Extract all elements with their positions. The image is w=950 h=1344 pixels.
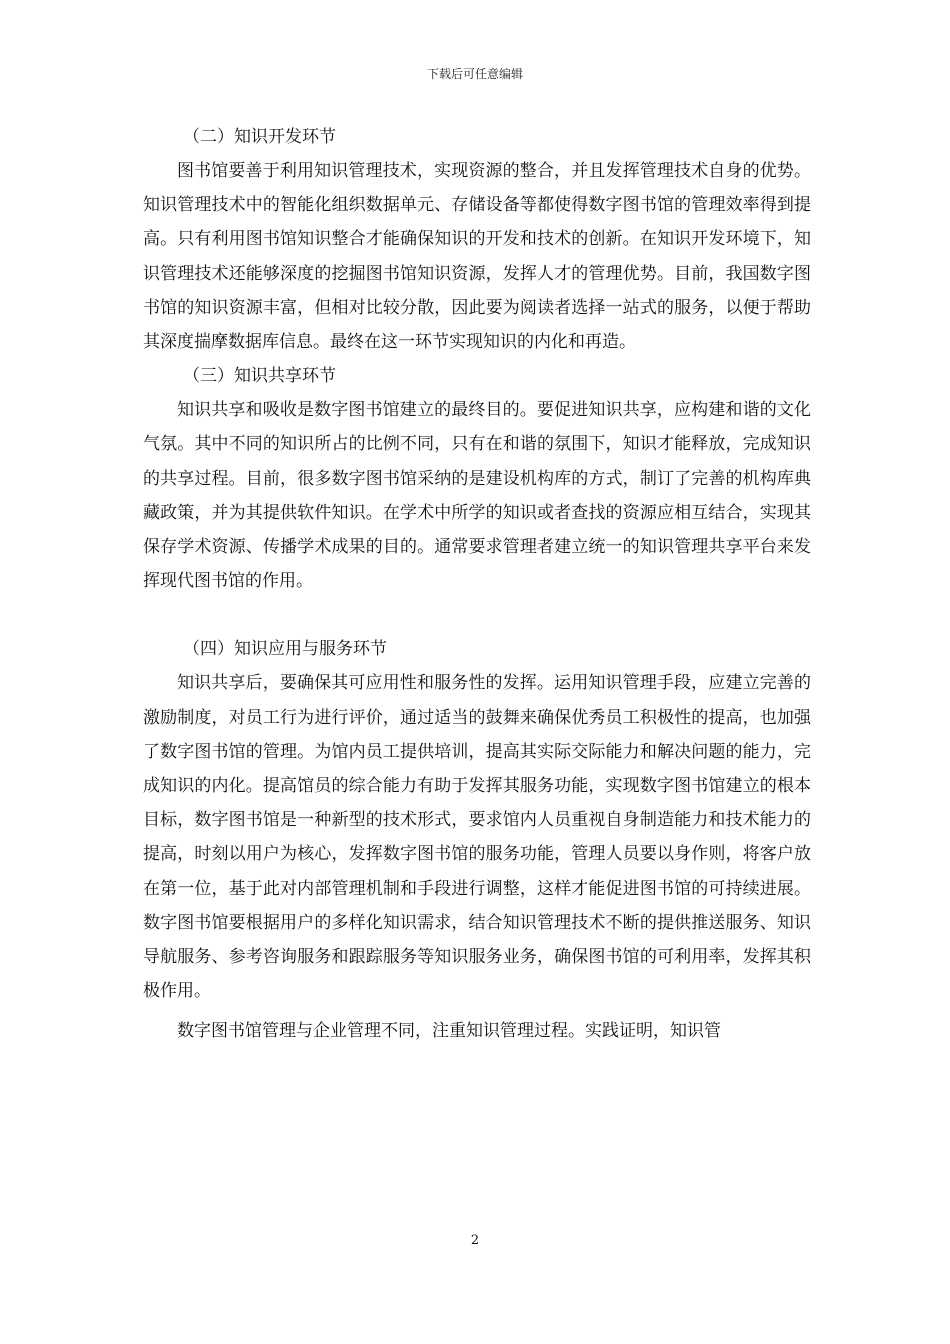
paragraph-knowledge-development: 图书馆要善于利用知识管理技术，实现资源的整合，并且发挥管理技术自身的优势。知识管理技术中的智能化组织数据单元、存储设备等都使得数字图书馆的管理效率得到提高。只有利用图书馆知识整合才能确保知识的开发和技术的创新。在知识开发环境下，知识管理技术还能够深度的挖掘图书馆知识资源，发挥人才的管理优势。目前，我国数字图书馆的知识资源丰富，但相对比较分散，因此要为阅读者选择一站式的服务，以便于帮助其深度揣摩数据库信息。最终在这一环节实现知识的内化和再造。 xyxy=(143,161,811,353)
page-header: 下载后可任意编辑 xyxy=(426,67,523,81)
paragraph-management-comparison: 数字图书馆管理与企业管理不同，注重知识管理过程。实践证明，知识管 xyxy=(177,1021,721,1042)
paragraph-knowledge-application: 知识共享后，要确保其可应用性和服务性的发挥。运用知识管理手段，应建立完善的激励制度，对员工行为进行评价，通过适当的鼓舞来确保优秀员工积极性的提高，也加强了数字图书馆的管理。为馆内员工提供培训，提高其实际交际能力和解决问题的能力，完成知识的内化。提高馆员的综合能力有助于发挥其服务功能，实现数字图书馆建立的根本目标，数字图书馆是一种新型的技术形式，要求馆内人员重视自身制造能力和技术能力的提高，时刻以用户为核心，发挥数字图书馆的服务功能，管理人员要以身作则，将客户放在第一位，基于此对内部管理机制和手段进行调整，这样才能促进图书馆的可持续进展。数字图书馆要根据用户的多样化知识需求，结合知识管理技术不断的提供推送服务、知识导航服务、参考咨询服务和跟踪服务等知识服务业务，确保图书馆的可利用率，发挥其积极作用。 xyxy=(143,673,811,1002)
page-number: 2 xyxy=(470,1233,480,1248)
section-heading-knowledge-application: （四）知识应用与服务环节 xyxy=(183,639,387,660)
section-heading-knowledge-sharing: （三）知识共享环节 xyxy=(183,366,336,387)
paragraph-spacer xyxy=(143,598,811,632)
document-body xyxy=(143,120,811,1049)
section-heading-knowledge-development: （二）知识开发环节 xyxy=(183,127,336,147)
paragraph-knowledge-sharing: 知识共享和吸收是数字图书馆建立的最终目的。要促进知识共享，应构建和谐的文化气氛。其中不同的知识所占的比例不同，只有在和谐的氛围下，知识才能释放，完成知识的共享过程。目前，很多数字图书馆采纳的是建设机构库的方式，制订了完善的机构库典藏政策，并为其提供软件知识。在学术中所学的知识或者查找的资源应相互结合，实现其保存学术资源、传播学术成果的目的。通常要求管理者建立统一的知识管理共享平台来发挥现代图书馆的作用。 xyxy=(143,400,811,592)
